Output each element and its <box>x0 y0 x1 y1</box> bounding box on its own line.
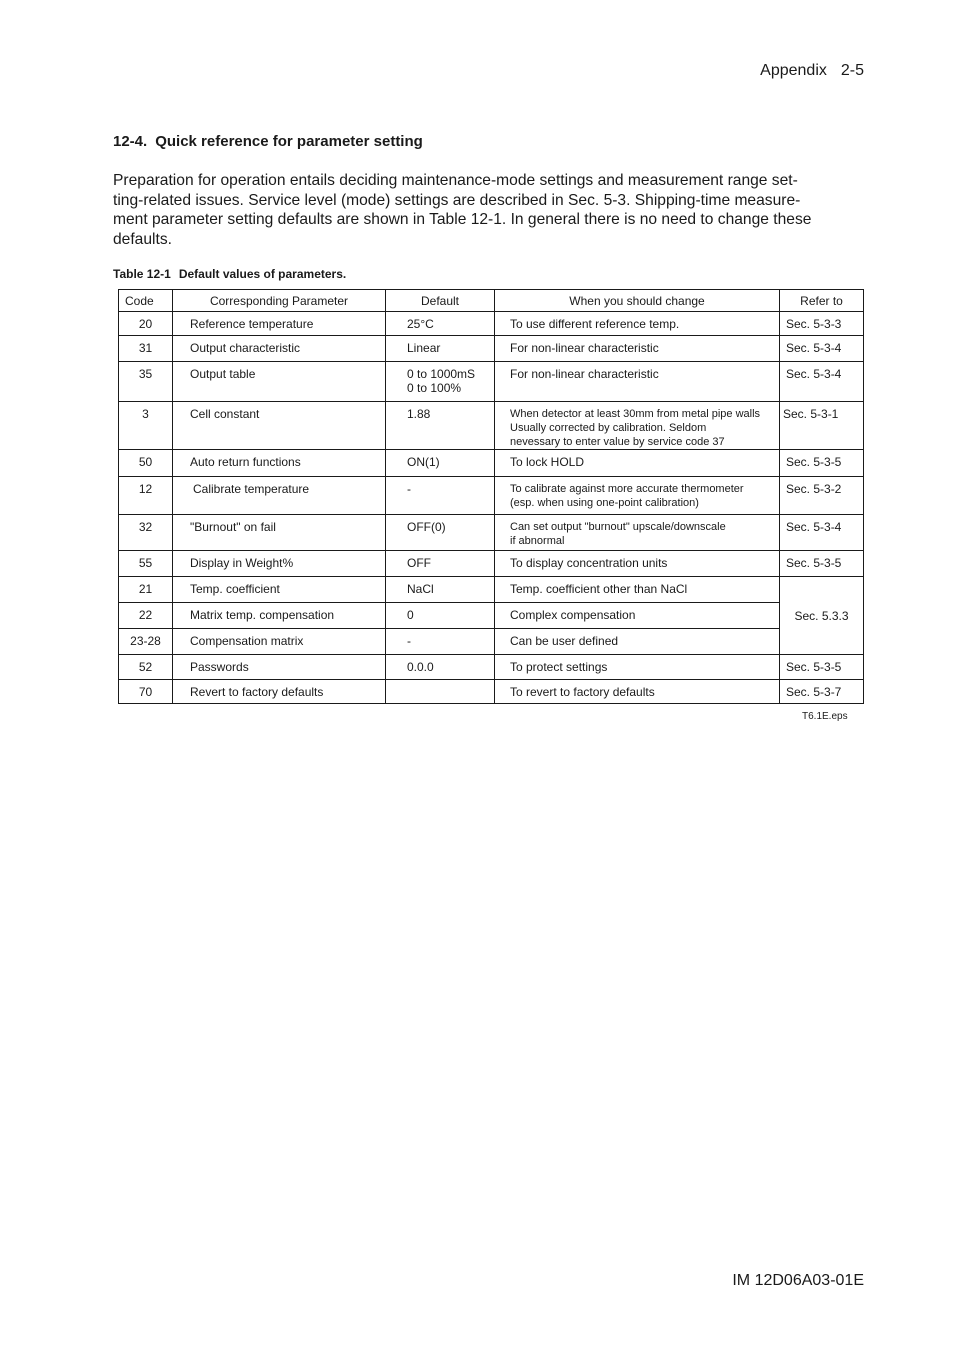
table-row <box>119 312 864 336</box>
intro-line: Preparation for operation entails deciding maintenance-mode settings and measurement range set- <box>113 172 798 189</box>
intro-line: defaults. <box>113 230 172 248</box>
default-cell <box>386 680 495 704</box>
code-cell: 12 <box>119 477 173 515</box>
appendix-label: Appendix <box>760 62 827 79</box>
code-cell: 70 <box>119 680 173 704</box>
column-header-refer: Refer to <box>780 290 864 312</box>
parameter-cell: Cell constant <box>173 402 386 450</box>
parameter-cell: Calibrate temperature <box>173 477 386 515</box>
code-cell: 3 <box>119 402 173 450</box>
refer-cell: Sec. 5-3-5 <box>780 551 864 577</box>
when-cell: To display concentration units <box>495 551 780 577</box>
when-cell: Complex compensation <box>495 603 780 629</box>
when-line: if abnormal <box>510 535 565 547</box>
table-row <box>119 603 864 629</box>
figure-source-label: T6.1E.eps <box>802 711 848 722</box>
table-title: Default values of parameters. <box>178 267 347 281</box>
default-cell: OFF <box>386 551 495 577</box>
page-header <box>760 62 864 80</box>
section-title: Quick reference for parameter setting <box>155 133 423 150</box>
parameter-cell: Passwords <box>173 655 386 680</box>
parameter-cell: Auto return functions <box>173 450 386 477</box>
table-row <box>119 577 864 603</box>
default-cell: - <box>386 629 495 655</box>
when-line: Can set output "burnout" upscale/downscale <box>510 521 726 533</box>
parameter-cell: Matrix temp. compensation <box>173 603 386 629</box>
refer-cell-merged: Sec. 5.3.3 <box>780 577 864 655</box>
default-cell: NaCl <box>386 577 495 603</box>
when-cell: For non-linear characteristic <box>495 336 780 362</box>
table-row <box>119 629 864 655</box>
parameters-table <box>118 289 864 704</box>
table-header-row <box>119 290 864 312</box>
refer-cell: Sec. 5-3-5 <box>780 450 864 477</box>
default-cell: Linear <box>386 336 495 362</box>
intro-line: ting-related issues. Service level (mode) settings are described in Sec. 5-3. Shipping-time measure- <box>113 191 801 209</box>
parameter-cell: Reference temperature <box>173 312 386 336</box>
when-cell: To lock HOLD <box>495 450 780 477</box>
when-line: Usually corrected by calibration. Seldom <box>510 422 707 434</box>
when-cell: To protect settings <box>495 655 780 680</box>
column-header-parameter: Corresponding Parameter <box>173 290 386 312</box>
parameter-cell: Output characteristic <box>173 336 386 362</box>
default-cell <box>386 362 495 402</box>
default-cell: OFF(0) <box>386 515 495 551</box>
refer-cell: Sec. 5-3-2 <box>780 477 864 515</box>
default-cell: 0.0.0 <box>386 655 495 680</box>
parameter-cell: Temp. coefficient <box>173 577 386 603</box>
when-cell: Can be user defined <box>495 629 780 655</box>
table-row <box>119 515 864 551</box>
section-number: 12-4. <box>113 133 148 150</box>
parameter-cell: Revert to factory defaults <box>173 680 386 704</box>
table-number: Table 12-1 <box>113 267 171 281</box>
refer-cell: Sec. 5-3-5 <box>780 655 864 680</box>
when-line: nevessary to enter value by service code 37 <box>510 436 725 448</box>
section-heading <box>113 133 423 150</box>
table-row <box>119 655 864 680</box>
default-line: 0 to 100% <box>407 381 462 395</box>
when-line: (esp. when using one-point calibration) <box>510 497 699 509</box>
refer-cell: Sec. 5-3-4 <box>780 336 864 362</box>
code-cell: 55 <box>119 551 173 577</box>
code-cell: 32 <box>119 515 173 551</box>
parameter-cell: "Burnout" on fail <box>173 515 386 551</box>
default-cell: - <box>386 477 495 515</box>
refer-cell: Sec. 5-3-3 <box>780 312 864 336</box>
parameter-cell: Display in Weight% <box>173 551 386 577</box>
code-cell: 52 <box>119 655 173 680</box>
intro-line: ment parameter setting defaults are shown in Table 12-1. In general there is no need to change these <box>113 211 812 228</box>
default-cell: 0 <box>386 603 495 629</box>
when-cell <box>495 402 780 450</box>
when-cell: To revert to factory defaults <box>495 680 780 704</box>
code-cell: 21 <box>119 577 173 603</box>
table-row <box>119 336 864 362</box>
table-row <box>119 477 864 515</box>
code-cell: 20 <box>119 312 173 336</box>
when-cell: To use different reference temp. <box>495 312 780 336</box>
when-cell: Temp. coefficient other than NaCl <box>495 577 780 603</box>
table-row <box>119 450 864 477</box>
table-row <box>119 362 864 402</box>
page-number: 2-5 <box>840 62 864 79</box>
column-header-when: When you should change <box>495 290 780 312</box>
code-cell: 31 <box>119 336 173 362</box>
refer-cell: Sec. 5-3-1 <box>780 402 864 450</box>
default-line: 0 to 1000mS <box>407 367 476 381</box>
intro-paragraph <box>113 171 848 249</box>
parameter-cell: Compensation matrix <box>173 629 386 655</box>
default-cell: 1.88 <box>386 402 495 450</box>
table-row <box>119 551 864 577</box>
when-line: To calibrate against more accurate thermometer <box>510 483 744 495</box>
table-row <box>119 402 864 450</box>
table-caption <box>113 267 346 281</box>
code-cell: 23-28 <box>119 629 173 655</box>
parameter-cell: Output table <box>173 362 386 402</box>
refer-cell: Sec. 5-3-4 <box>780 362 864 402</box>
default-cell: ON(1) <box>386 450 495 477</box>
code-cell: 35 <box>119 362 173 402</box>
when-cell: For non-linear characteristic <box>495 362 780 402</box>
default-cell: 25°C <box>386 312 495 336</box>
when-line: When detector at least 30mm from metal pipe walls <box>510 408 761 420</box>
document-id: IM 12D06A03-01E <box>732 1272 864 1289</box>
refer-cell: Sec. 5-3-4 <box>780 515 864 551</box>
when-cell <box>495 477 780 515</box>
refer-cell: Sec. 5-3-7 <box>780 680 864 704</box>
code-cell: 50 <box>119 450 173 477</box>
code-cell: 22 <box>119 603 173 629</box>
column-header-code: Code <box>119 290 173 312</box>
column-header-default: Default <box>386 290 495 312</box>
table-row <box>119 680 864 704</box>
when-cell <box>495 515 780 551</box>
